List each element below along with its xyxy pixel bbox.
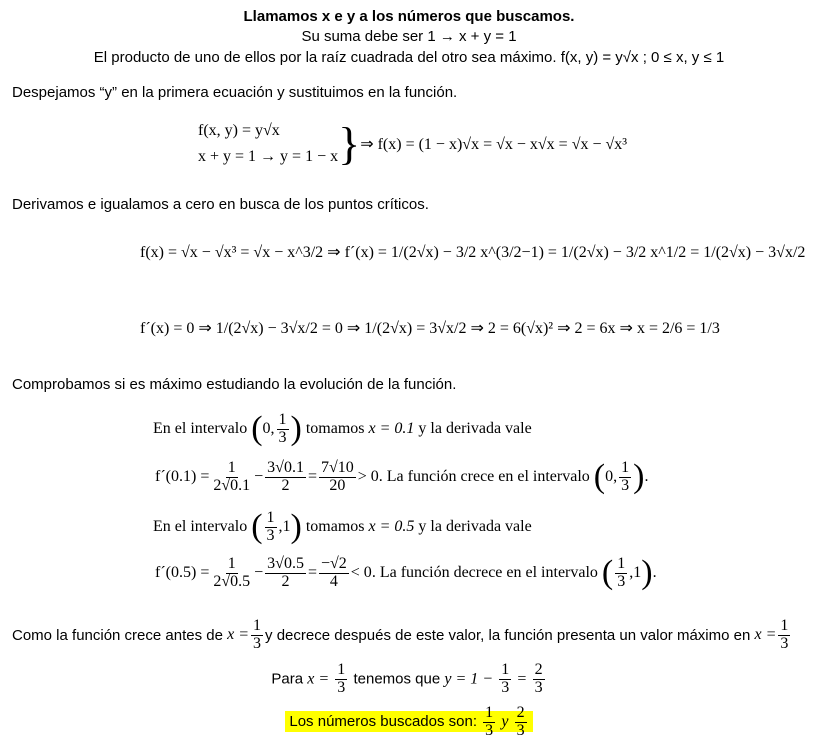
critical-point-line: f´(x) = 0 ⇒ 1/(2√x) − 3√x/2 = 0 ⇒ 1/(2√x) = 3√x/2 ⇒ 2 = 6(√x)² ⇒ 2 = 6x ⇒ x = 2/6 = 1/3 xyxy=(140,320,720,337)
derivative-line-1: f(x) = √x − √x³ = √x − x^3/2 ⇒ f´(x) = 1/(2√x) − 3/2 x^(3/2−1) = 1/(2√x) − 3/2 x^1/2 = 1/(2√x) − 3√x/2 xyxy=(140,244,806,261)
derivative-at-0.5: f´(0.5) = $\frac{1}{2√0.5}$ − $\frac{3√0.5}{2}$ = $\frac{-√2}{4}$ < 0 . La función decrece en el intervalo ( $\frac{1}{3}$ ,1 ) . xyxy=(155,554,657,592)
system-eq2: x + y = 1 → y = 1 − x xyxy=(198,148,339,165)
section-derivamos: Derivamos e igualamos a cero en busca de los puntos críticos. xyxy=(12,196,429,213)
final-answer-highlight: Los números buscados son: $\frac{1}{3}$ y $\frac{2}{3}$ xyxy=(285,711,532,732)
system-eq1: f(x, y) = y√x xyxy=(198,122,280,139)
interval-1-statement: En el intervalo ( 0, $\frac{1}{3}$ ) tomamos x = 0.1 y la derivada vale xyxy=(153,410,532,448)
brace-icon: } xyxy=(338,118,361,169)
sum-condition: Su suma debe ser 1 → x + y = 1 xyxy=(301,28,517,45)
section-despejamos: Despejamos “y” en la primera ecuación y sustituimos en la función. xyxy=(12,84,458,101)
product-condition: El producto de uno de ellos por la raíz cuadrada del otro sea máximo. f(x, y) = y√x ; 0 ≤ x, y ≤ 1 xyxy=(93,49,725,66)
system-result: ⇒ f(x) = (1 − x)√x = √x − x√x = √x − √x³ xyxy=(360,136,628,153)
problem-title: Llamamos x e y a los números que buscamos. xyxy=(243,8,575,25)
section-comprobamos: Comprobamos si es máximo estudiando la evolución de la función. xyxy=(12,376,457,393)
interval-2-statement: En el intervalo ( $\frac{1}{3}$ ,1 ) tomamos x = 0.5 y la derivada vale xyxy=(153,508,532,546)
y-value-line: Para x = $\frac{1}{3}$ tenemos que y = 1 − $\frac{1}{3}$ = $\frac{2}{3}$ xyxy=(271,661,543,696)
derivative-at-0.1: f´(0.1) = $\frac{1}{2√0.1}$ − $\frac{3√0.1}{2}$ = $\frac{7√10}{20}$ > 0 . La función crece en el intervalo ( 0, $\frac{1}{3}$ ) . xyxy=(155,458,649,496)
conclusion-line: Como la función crece antes de x = $\frac{1}{3}$ y decrece después de este valor, la función presenta un valor máximo en x = $\frac{1}{3}$ xyxy=(12,617,789,652)
final-answer xyxy=(0,705,818,740)
substitution-system xyxy=(198,118,627,170)
